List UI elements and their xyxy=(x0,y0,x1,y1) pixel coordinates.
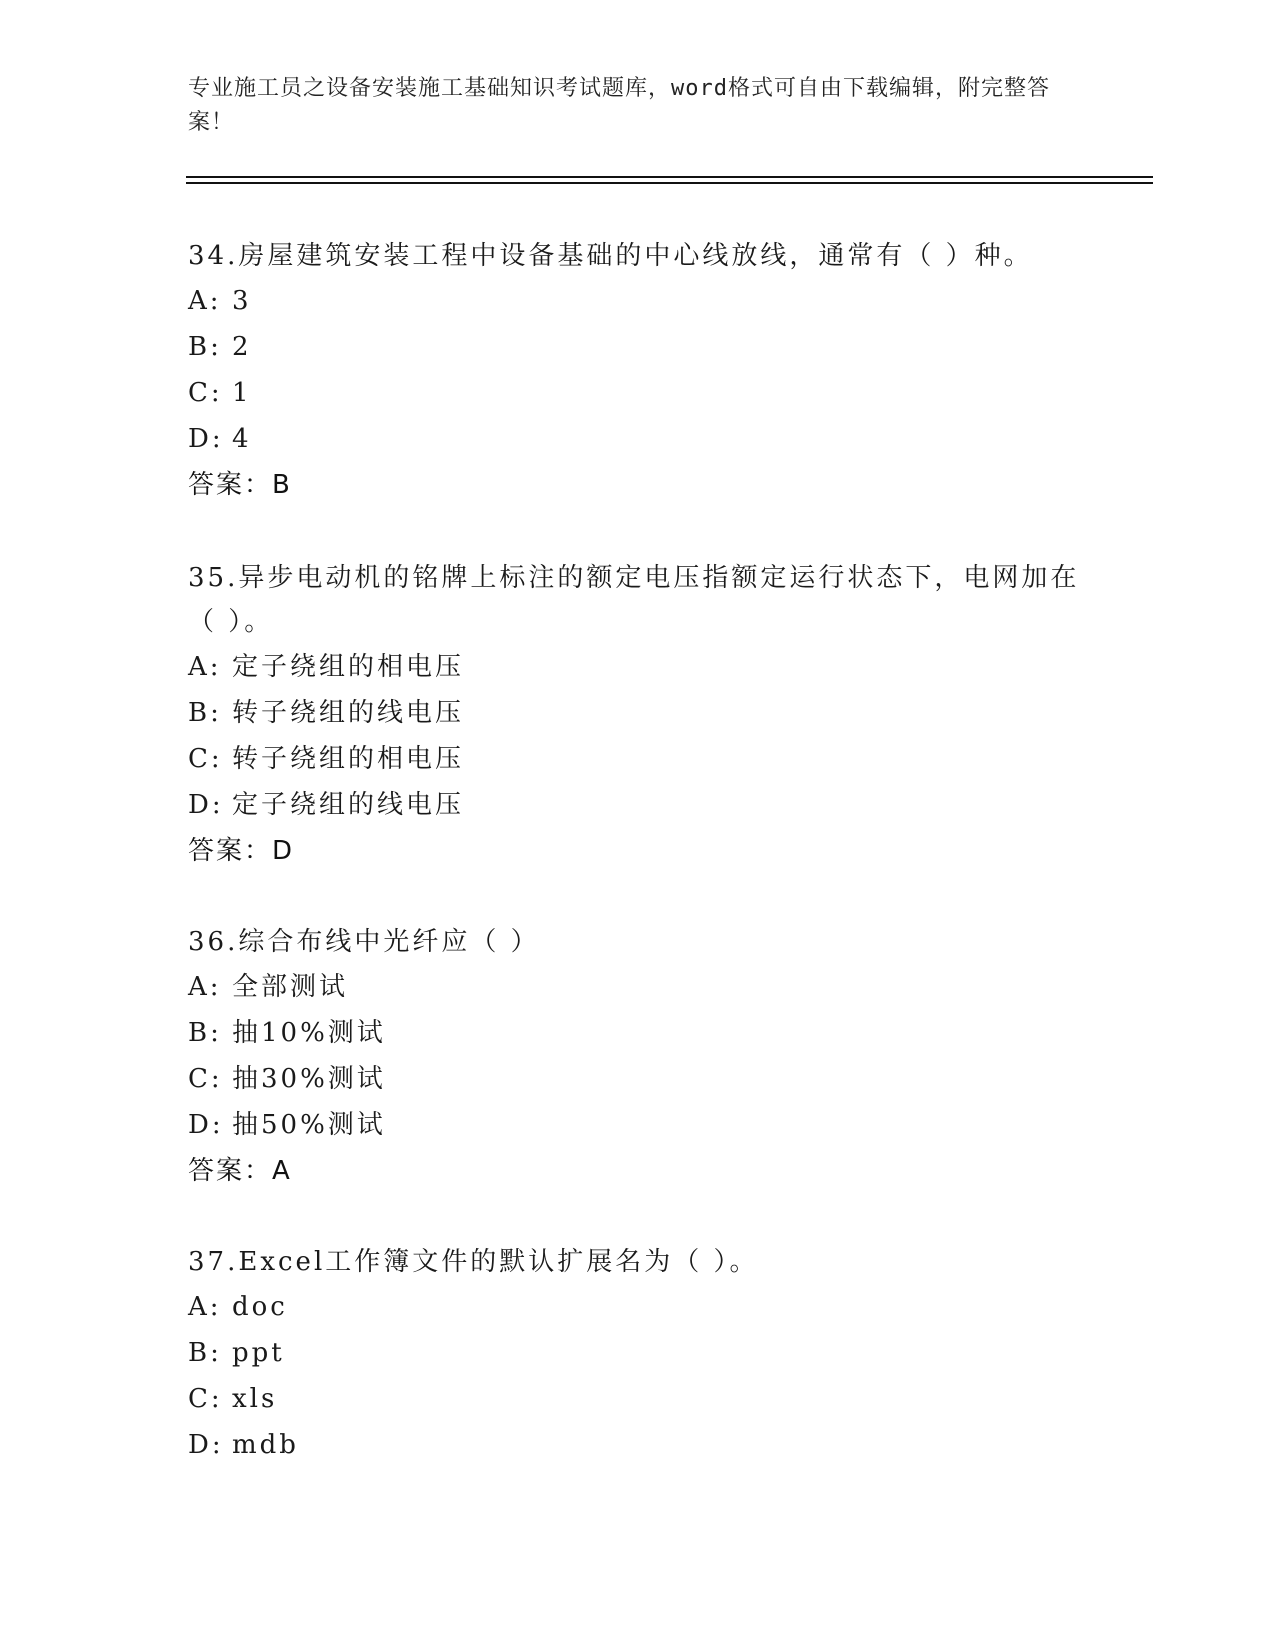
option-list xyxy=(188,278,1088,462)
option-a xyxy=(188,278,1088,324)
option-a xyxy=(188,964,1088,1010)
option-list xyxy=(188,964,1088,1148)
header-divider-top xyxy=(186,176,1153,178)
option-key: D: xyxy=(188,790,224,820)
option-d xyxy=(188,1102,1088,1148)
question-stem: 36.综合布线中光纤应（ ） xyxy=(188,927,540,957)
option-key: B: xyxy=(188,1338,222,1368)
option-list xyxy=(188,1284,1088,1468)
option-b xyxy=(188,324,1088,370)
question-37 xyxy=(188,1240,1088,1468)
option-a xyxy=(188,1284,1088,1330)
option-text: ppt xyxy=(232,1338,285,1368)
option-d xyxy=(188,1422,1088,1468)
option-key: C: xyxy=(188,1064,223,1094)
answer-line: 答案：B xyxy=(188,470,292,500)
option-key: A: xyxy=(188,972,222,1002)
option-key: A: xyxy=(188,652,222,682)
option-text: 2 xyxy=(232,332,252,362)
option-text: xls xyxy=(232,1384,278,1414)
option-c xyxy=(188,1376,1088,1422)
option-text: 4 xyxy=(232,424,252,454)
option-d xyxy=(188,416,1088,462)
option-key: D: xyxy=(188,424,224,454)
option-b xyxy=(188,1010,1088,1056)
option-key: D: xyxy=(188,1430,224,1460)
option-text: 1 xyxy=(232,378,252,408)
option-c xyxy=(188,370,1088,416)
option-key: B: xyxy=(188,332,222,362)
option-text: 定子绕组的相电压 xyxy=(232,652,465,682)
option-key: A: xyxy=(188,1292,222,1322)
option-key: C: xyxy=(188,378,223,408)
question-stem: 35.异步电动机的铭牌上标注的额定电压指额定运行状态下，电网加在（ ）。 xyxy=(188,563,1080,637)
question-35 xyxy=(188,556,1088,874)
option-key: C: xyxy=(188,1384,223,1414)
option-text: 3 xyxy=(232,286,252,316)
option-text: 抽10%测试 xyxy=(232,1018,386,1048)
option-c xyxy=(188,736,1088,782)
option-text: 转子绕组的线电压 xyxy=(232,698,465,728)
option-text: mdb xyxy=(232,1430,299,1460)
header-divider-bottom xyxy=(186,182,1153,184)
option-text: 抽30%测试 xyxy=(232,1064,386,1094)
option-b xyxy=(188,1330,1088,1376)
option-key: A: xyxy=(188,286,222,316)
option-list xyxy=(188,644,1088,828)
option-key: B: xyxy=(188,698,222,728)
option-c xyxy=(188,1056,1088,1102)
question-36 xyxy=(188,920,1088,1194)
option-key: D: xyxy=(188,1110,224,1140)
option-text: 定子绕组的线电压 xyxy=(232,790,465,820)
option-b xyxy=(188,690,1088,736)
option-text: 转子绕组的相电压 xyxy=(232,744,465,774)
option-text: 全部测试 xyxy=(232,972,349,1002)
option-key: C: xyxy=(188,744,223,774)
option-d xyxy=(188,782,1088,828)
document-header: 专业施工员之设备安装施工基础知识考试题库，word格式可自由下载编辑，附完整答案！ xyxy=(188,76,1050,135)
answer-line: 答案：A xyxy=(188,1156,292,1186)
option-a xyxy=(188,644,1088,690)
question-34 xyxy=(188,234,1088,508)
question-stem: 34.房屋建筑安装工程中设备基础的中心线放线，通常有（ ）种。 xyxy=(188,241,1033,271)
option-key: B: xyxy=(188,1018,222,1048)
question-stem: 37.Excel工作簿文件的默认扩展名为（ ）。 xyxy=(188,1247,759,1277)
option-text: 抽50%测试 xyxy=(232,1110,386,1140)
answer-line: 答案：D xyxy=(188,836,295,866)
option-text: doc xyxy=(232,1292,288,1322)
